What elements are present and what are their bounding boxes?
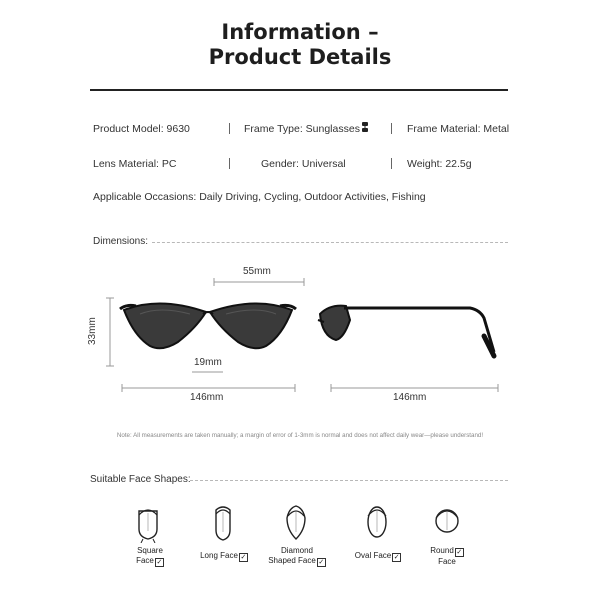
measurement-note: Note: All measurements are taken manually; a margin of error of 1-3mm is normal and does not affect daily wear—please understand! (116, 432, 484, 439)
checkbox-icon: ✓ (393, 554, 400, 561)
square-face-icon (133, 503, 163, 543)
checkbox-icon: ✓ (456, 549, 463, 556)
spec-lens-material: Lens Material: PC (93, 158, 177, 170)
glasses-mini-icon (361, 121, 369, 136)
face-shapes-dashed-line (190, 480, 508, 481)
spec-frame-material: Frame Material: Metal (407, 123, 510, 135)
spec-separator (391, 158, 392, 169)
checkbox-icon: ✓ (240, 554, 247, 561)
spec-gender: Gender: Universal (261, 158, 346, 170)
face-shapes-label: Suitable Face Shapes: (90, 474, 191, 485)
spec-frame-type: Frame Type: Sunglasses (244, 123, 360, 135)
temple-length-label: 146mm (393, 392, 427, 403)
spec-separator (391, 123, 392, 134)
checkbox-icon: ✓ (318, 559, 325, 566)
spec-separator (229, 158, 230, 169)
title-divider (90, 89, 508, 91)
face-label-oval: Oval Face ✓ (354, 551, 400, 561)
lens-width-label: 55mm (243, 266, 271, 277)
front-width-label: 146mm (190, 392, 224, 403)
face-label-long: Long Face ✓ (200, 551, 247, 561)
spec-separator (229, 123, 230, 134)
round-face-icon (432, 502, 462, 542)
spec-weight: Weight: 22.5g (407, 158, 472, 170)
page-title-line2: Product Details (208, 45, 392, 69)
face-label-round: Round ✓ Face (430, 546, 463, 566)
spec-occasions: Applicable Occasions: Daily Driving, Cycling, Outdoor Activities, Fishing (93, 191, 426, 203)
oval-face-icon (362, 502, 392, 542)
dimensions-label: Dimensions: (93, 236, 149, 247)
dimensions-dashed-line (152, 242, 508, 243)
checkbox-icon: ✓ (156, 559, 163, 566)
spec-product-model: Product Model: 9630 (93, 123, 190, 135)
lens-height-label: 33mm (87, 317, 98, 345)
page-title-line1: Information – (221, 20, 379, 44)
diamond-face-icon (281, 502, 311, 542)
face-label-diamond: Diamond Shaped Face ✓ (268, 546, 325, 566)
glasses-side-view (318, 306, 494, 356)
long-face-icon (208, 502, 238, 542)
bridge-width-label: 19mm (194, 357, 222, 368)
face-label-square: Square Face ✓ (136, 546, 163, 566)
